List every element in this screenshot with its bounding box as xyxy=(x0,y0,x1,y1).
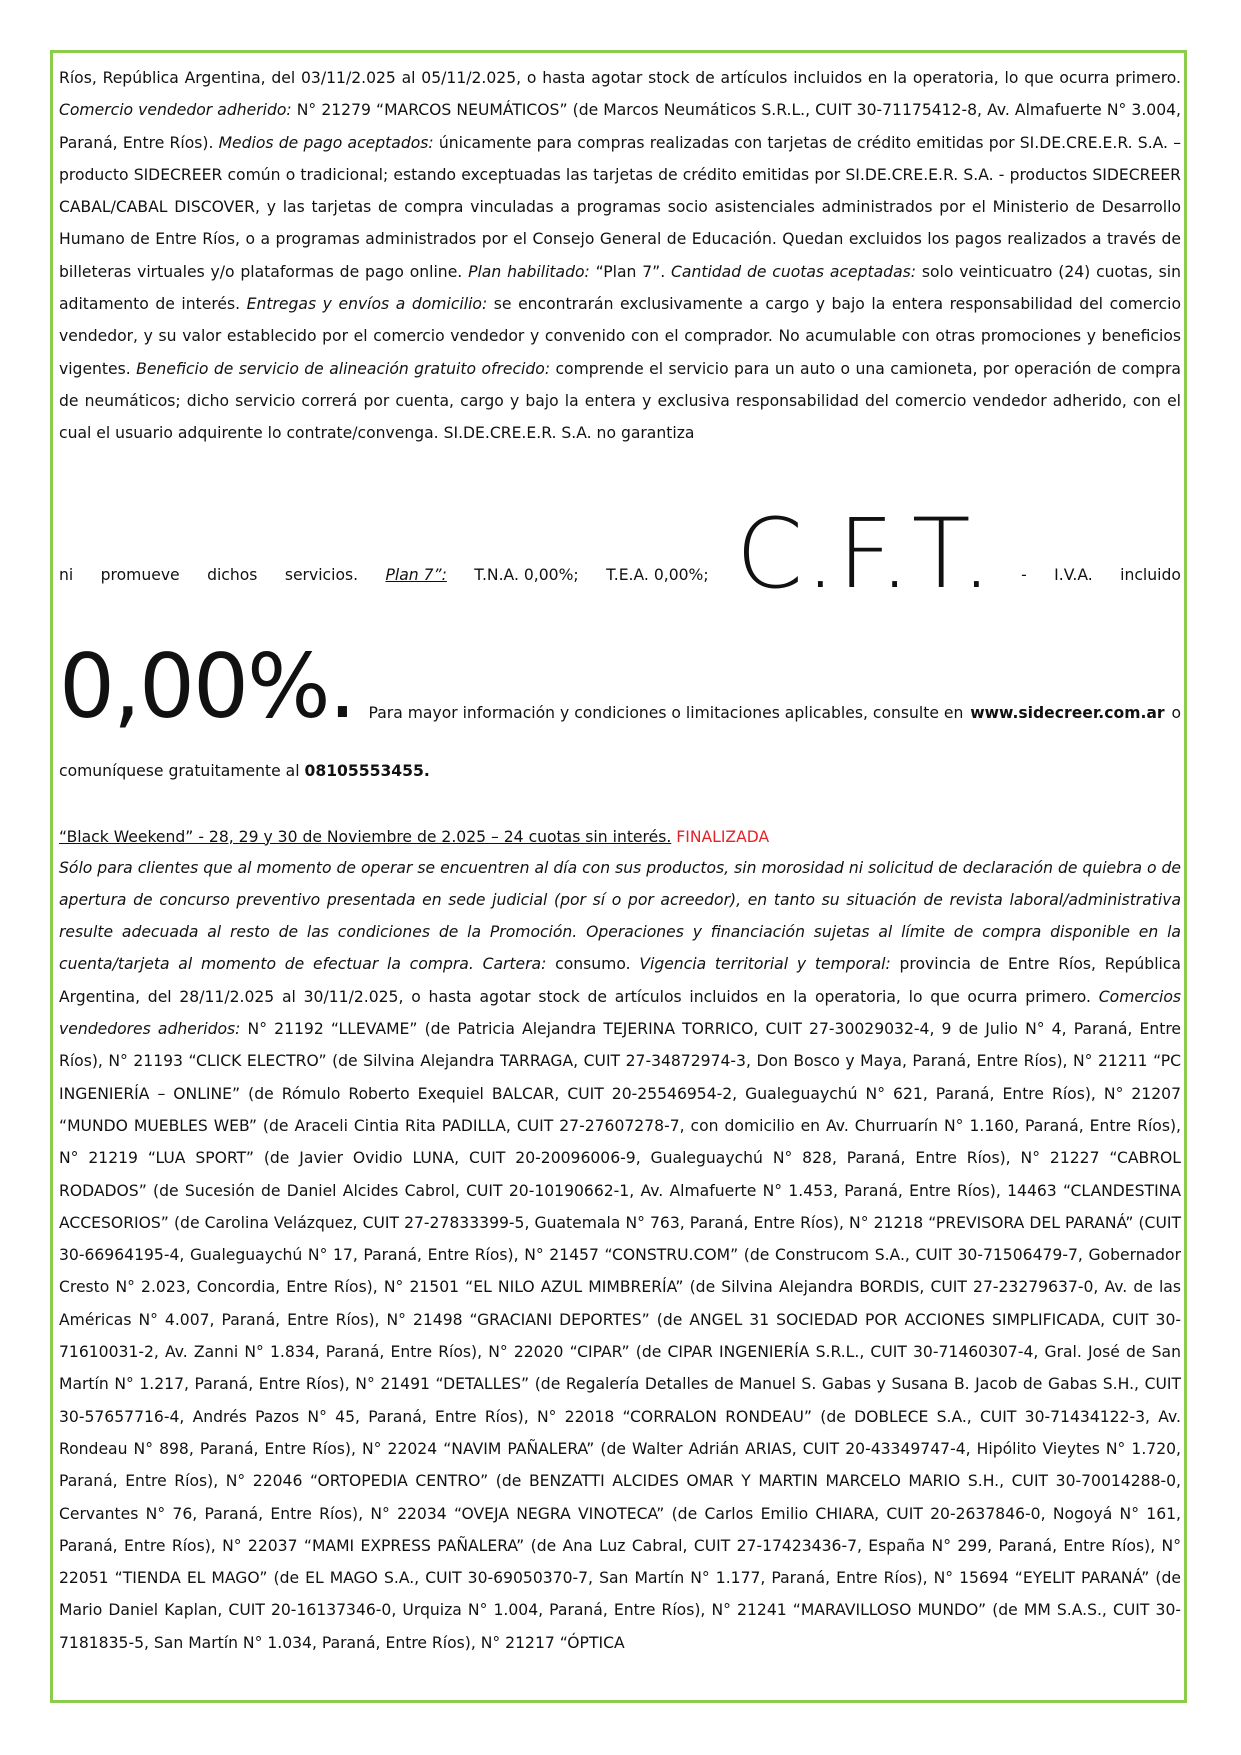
cft-line xyxy=(59,486,1181,610)
comercios-label: Comercios vendedores adheridos: xyxy=(59,987,1181,1039)
cft-percentage: 0,00%. xyxy=(59,634,355,738)
comercio-label: Comercio vendedor adherido: xyxy=(59,101,292,120)
cft-dash: - xyxy=(1021,565,1027,584)
cartera-text: consumo. xyxy=(546,955,631,974)
cuotas-text: solo veinticuatro (24) cuotas, sin aditamento de interés. xyxy=(59,262,1181,314)
info-sentence: Para mayor información y condiciones o limitaciones aplicables, consulte en xyxy=(368,703,964,722)
cuotas-label: Cantidad de cuotas aceptadas: xyxy=(665,262,917,281)
paragraph-marcos-neumaticos xyxy=(59,62,1181,450)
status-badge: FINALIZADA xyxy=(676,827,770,846)
beneficio-label: Beneficio de servicio de alineación gratuito ofrecido: xyxy=(130,359,551,378)
incluido-word: incluido xyxy=(1120,565,1181,584)
section-title: “Black Weekend” - 28, 29 y 30 de Noviembre de 2.025 – 24 cuotas sin interés. xyxy=(59,827,672,846)
comercio-text: N° 21279 “MARCOS NEUMÁTICOS” (de Marcos Neumáticos S.R.L., CUIT 30-71175412-8, Av. Almafuerte N° 3.004, Paraná, Entre Ríos). xyxy=(59,101,1181,152)
black-weekend-heading xyxy=(59,822,1181,852)
tea-value: T.E.A. 0,00%; xyxy=(606,565,709,584)
phone-number[interactable]: 08105553455. xyxy=(304,761,430,780)
plan7-label: Plan 7”: xyxy=(385,565,447,584)
cft-label: C.F.T. xyxy=(736,497,994,610)
comercios-text: N° 21192 “LLEVAME” (de Patricia Alejandra TEJERINA TORRICO, CUIT 27-30029032-4, 9 de Julio N° 4, Paraná, Entre Ríos), N° 21193 “CLICK ELECTRO” (de Silvina Alejandra TARRAGA, CUIT 27-34872974-3, Don Bosco y Maya, Paraná, Entre Ríos), N° 21211 “PC INGENIERÍA – ONLINE” (de Rómulo Roberto Exequiel BALCAR, CUIT 20-25546954-2, Gualeguaychú N° 621, Paraná, Entre Ríos), N° 21207 “MUNDO MUEBLES WEB” (de Araceli Cintia Rita PADILLA, CUIT 27-27607278-7, con domicilio en Av. Churruarín N° 1.160, Paraná, Entre Ríos), N° 21219 “LUA SPORT” (de Javier Ovidio LUNA, CUIT 20-20096006-9, Gualeguaychú N° 828, Paraná, Entre Ríos), N° 21227 “CABROL RODADOS” (de Sucesión de Daniel Alcides Cabrol, CUIT 20-10190662-1, Av. Almafuerte N° 1.453, Paraná, Entre Ríos), 14463 “CLANDESTINA ACCESORIOS” (de Carolina Velázquez, CUIT 27-27833399-5, Guatemala N° 763, Paraná, Entre Ríos), N° 21218 “PREVISORA DEL PARANÁ” (CUIT 30-66964195-4, Gualeguaychú N° 17, Paraná, Entre Ríos), N° 21457 “CONSTRU.COM” (de Construcom S.A., CUIT 30-71506479-7, Gobernador Cresto N° 2.023, Concordia, Entre Ríos), N° 21501 “EL NILO AZUL MIMBRERÍA” (de Silvina Alejandra BORDIS, CUIT 27-23279637-0, Av. de las Américas N° 4.007, Paraná, Entre Ríos), N° 21498 “GRACIANI DEPORTES” (de ANGEL 31 SOCIEDAD POR ACCIONES SIMPLIFICADA, CUIT 30-71610031-2, Av. Zanni N° 1.834, Paraná, Entre Ríos), N° 22020 “CIPAR” (de CIPAR INGENIERÍA S.R.L., CUIT 30-71460307-4, Gral. José de San Martín N° 1.217, Paraná, Entre Ríos), N° 21491 “DETALLES” (de Regalería Detalles de Manuel S. Gabas y Susana B. Jacob de Gabas S.H., CUIT 30-57657716-4, Andrés Pazos N° 45, Paraná, Entre Ríos), N° 22018 “CORRALON RONDEAU” (de DOBLECE S.A., CUIT 30-71434122-3, Av. Rondeau N° 898, Paraná, Entre Ríos), N° 22024 “NAVIM PAÑALERA” (de Walter Adrián ARIAS, CUIT 20-43349747-4, Hipólito Vieytes N° 1.720, Paraná, Entre Ríos), N° 22046 “ORTOPEDIA CENTRO” (de BENZATTI ALCIDES OMAR Y MARTIN MARCELO MARIO S.H., CUIT 30-70014288-0, Cervantes N° 76, Paraná, Entre Ríos), N° 22034 “OVEJA NEGRA VINOTECA” (de Carlos Emilio CHIARA, CUIT 20-2637846-0, Nogoyá N° 161, Paraná, Entre Ríos), N° 22037 “MAMI EXPRESS PAÑALERA” (de Ana Luz Cabral, CUIT 27-17423436-7, España N° 299, Paraná, Entre Ríos), N° 22051 “TIENDA EL MAGO” (de EL MAGO S.A., CUIT 30-69050370-7, San Martín N° 1.177, Paraná, Entre Ríos), N° 15694 “EYELIT PARANÁ” (de Mario Daniel Kaplan, CUIT 20-16137346-0, Urquiza N° 1.004, Paraná, Entre Ríos), N° 21241 “MARAVILLOSO MUNDO” (de MM S.A.S., CUIT 30-7181835-5, San Martín N° 1.034, Paraná, Entre Ríos), N° 21217 “ÓPTICA xyxy=(59,1020,1181,1652)
cft-word-1: ni xyxy=(59,565,74,584)
vigencia-label: Vigencia territorial y temporal: xyxy=(630,955,891,974)
cft-word-4: servicios. xyxy=(284,565,359,584)
cft-word-2: promueve xyxy=(100,565,180,584)
cft-word-3: dichos xyxy=(207,565,258,584)
paragraph-black-weekend xyxy=(59,852,1181,1659)
plan-label: Plan habilitado: xyxy=(462,262,590,281)
contact-text: comuníquese gratuitamente al xyxy=(59,761,305,780)
website-link[interactable]: www.sidecreer.com.ar xyxy=(970,703,1165,722)
intro-text: Sólo para clientes que al momento de operar se encuentren al día con sus productos, sin morosidad ni solicitud de declaración de quiebra o de apertura de concurso preventivo presentada en sede judicial (por sí o por acreedor), en tanto su situación de revista laboral/administrativa resulte adecuada al resto de las condiciones de la Promoción. Operaciones y financiación sujetas al límite de compra disponible en la cuenta/tarjeta al momento de efectuar la compra. Cartera: xyxy=(59,858,1181,974)
entregas-text: se encontrarán exclusivamente a cargo y bajo la entera responsabilidad del comercio vendedor, y su valor establecido por el comercio vendedor y convenido con el comprador. No acumulable con otras promociones y beneficios vigentes. xyxy=(59,295,1181,378)
cft-percentage-line xyxy=(59,634,1181,738)
info-o: o xyxy=(1171,703,1181,722)
iva-label: I.V.A. xyxy=(1054,565,1093,584)
tna-value: T.N.A. 0,00%; xyxy=(474,565,579,584)
info-text xyxy=(369,704,1181,728)
vigencia-text: Ríos, República Argentina, del 03/11/2.025 al 05/11/2.025, o hasta agotar stock de artículos incluidos en la operatoria, lo que ocurra primero. xyxy=(59,69,1181,87)
vigencia-text-2: provincia de Entre Ríos, República Argentina, del 28/11/2.025 al 30/11/2.025, o hasta agotar stock de artículos incluidos en la operatoria, lo que ocurra primero. xyxy=(59,955,1181,1006)
contact-line xyxy=(59,756,1181,786)
medios-text: únicamente para compras realizadas con tarjetas de crédito emitidas por SI.DE.CRE.E.R. S.A. – producto SIDECREER común o tradicional; estando exceptuadas las tarjetas de crédito emitidas por SI.DE.CRE.E.R. S.A. - productos SIDECREER CABAL/CABAL DISCOVER, y las tarjetas de compra vinculadas a programas socio asistenciales administrados por el Ministerio de Desarrollo Humano de Entre Ríos, o a programas administrados por el Consejo General de Educación. Quedan excluidos los pagos realizados a través de billeteras virtuales y/o plataformas de pago online. xyxy=(59,133,1181,281)
plan-text: “Plan 7”. xyxy=(589,262,666,281)
document-body xyxy=(59,62,1181,1659)
entregas-label: Entregas y envíos a domicilio: xyxy=(240,295,488,314)
beneficio-text: comprende el servicio para un auto o una camioneta, por operación de compra de neumáticos; dicho servicio correrá por cuenta, cargo y bajo la entera y exclusiva responsabilidad del comercio vendedor adherido, con el cual el usuario adquirente lo contrate/convenga. SI.DE.CRE.E.R. S.A. no garantiza xyxy=(59,359,1181,443)
medios-label: Medios de pago aceptados: xyxy=(213,133,434,152)
